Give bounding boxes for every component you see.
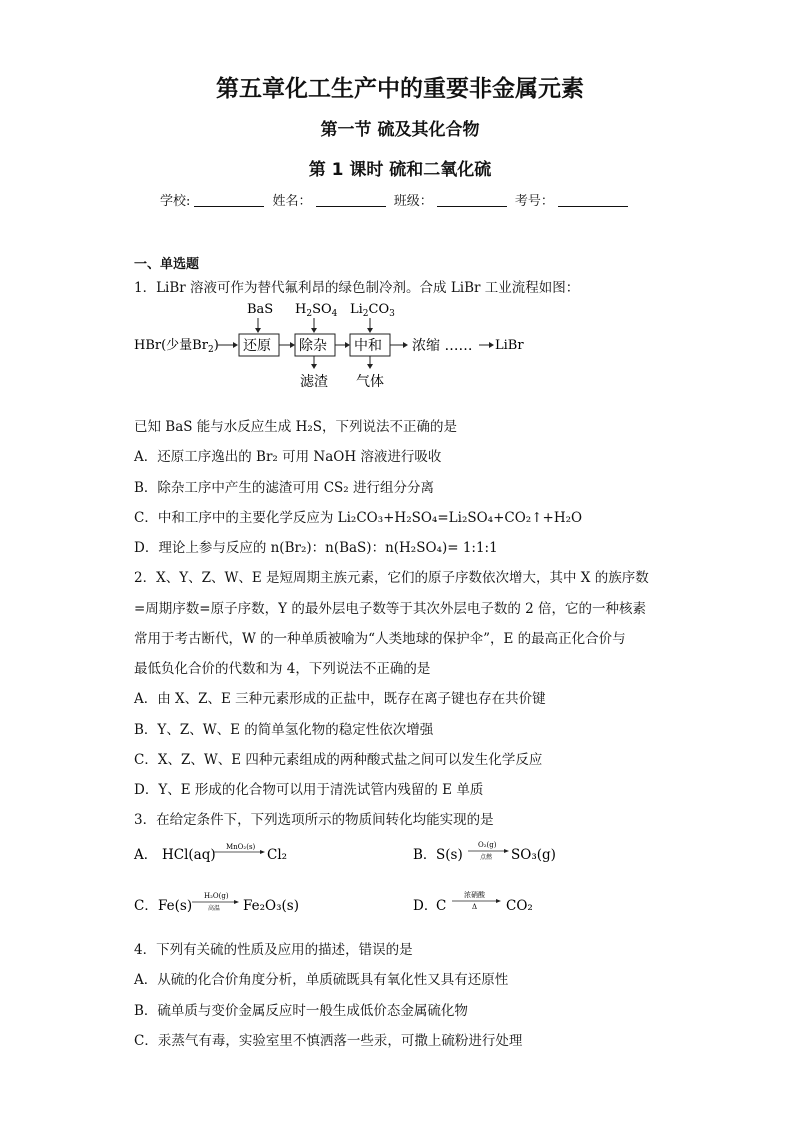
chapter-title: 第五章化工生产中的重要非金属元素 <box>216 76 584 102</box>
q2-stem-line-1: 2．X、Y、Z、W、E 是短周期主族元素，它们的原子序数依次增大，其中 X 的族序数 <box>134 570 649 586</box>
q3-option-b-label: B． <box>413 847 437 863</box>
q3-option-a-arrowhead <box>260 850 265 854</box>
q1-option-b: B．除杂工序中产生的滤渣可用 CS₂ 进行组分分离 <box>134 480 434 496</box>
flow-box-purify-label: 除杂 <box>299 338 327 354</box>
q3-option-d-arrowhead <box>496 899 501 903</box>
q2-stem-line-3: 常用于考古断代，W 的一种单质被喻为“人类地球的保护伞”，E 的最高正化合价与 <box>134 631 626 647</box>
q1-stem: 1．LiBr 溶液可作为替代氟利昂的绿色制冷剂。合成 LiBr 工业流程如图： <box>134 280 580 296</box>
flow-reagent-h2so4: $H_2SO_4$ <box>295 302 338 319</box>
q3-option-b-reactant: S(s) <box>436 847 463 863</box>
q2-option-a: A．由 X、Z、E 三种元素形成的正盐中，既存在离子键也存在共价键 <box>134 691 546 707</box>
flow-arrowhead-5 <box>489 342 494 348</box>
q2-option-b: B．Y、Z、W、E 的简单氢化物的稳定性依次增强 <box>134 722 434 738</box>
q4-stem: 4．下列有关硫的性质及应用的描述，错误的是 <box>134 942 413 958</box>
q4-option-c: C．汞蒸气有毒，实验室里不慎洒落一些汞，可撒上硫粉进行处理 <box>134 1033 523 1049</box>
flow-product: LiBr <box>495 338 524 353</box>
flow-out-gas: 气体 <box>356 374 384 390</box>
student-info-line <box>160 190 632 209</box>
q3-option-a-condition: MnO₂(s) <box>226 843 256 851</box>
school-label: 学校: <box>160 194 191 209</box>
exam-number-label: 考号： <box>514 194 554 209</box>
flow-box-neutralize-label: 中和 <box>354 338 382 354</box>
q3-option-c-condition-bottom: 高温 <box>208 905 221 912</box>
flow-arrowhead-down-3 <box>367 328 373 333</box>
q3-option-c-arrowhead <box>234 900 239 904</box>
q3-option-d-condition-bottom: Δ <box>472 903 478 911</box>
q3-option-d-product: CO₂ <box>506 898 533 914</box>
q3-option-a-label: A． <box>134 847 158 863</box>
q3-option-d-reactant: C <box>436 898 447 914</box>
flow-arrowhead-out-2 <box>367 364 373 369</box>
q4-option-a: A．从硫的化合价角度分析，单质硫既具有氧化性又具有还原性 <box>134 972 509 988</box>
flow-reagent-li2co3: $Li_2CO_3$ <box>350 302 395 319</box>
q1-note: 已知 BaS 能与水反应生成 H₂S，下列说法不正确的是 <box>134 419 458 435</box>
flow-reagent-bas: BaS <box>247 302 274 317</box>
q2-option-d: D．Y、E 形成的化合物可以用于清洗试管内残留的 E 单质 <box>134 782 484 798</box>
q3-option-d-label: D． <box>413 898 438 914</box>
q4-option-b: B．硫单质与变价金属反应时一般生成低价态金属硫化物 <box>134 1003 468 1019</box>
q1-option-a: A．还原工序逸出的 Br₂ 可用 NaOH 溶液进行吸收 <box>134 449 442 465</box>
flow-arrowhead-3 <box>345 342 350 348</box>
lesson-title: 第 1 课时 硫和二氧化硫 <box>308 160 492 180</box>
section-heading: 一、单选题 <box>134 257 200 272</box>
flow-out-residue: 滤渣 <box>300 374 328 390</box>
q2-option-c: C．X、Z、W、E 四种元素组成的两种酸式盐之间可以发生化学反应 <box>134 752 543 768</box>
q3-option-a-reactant: HCl(aq) <box>162 847 216 863</box>
flow-concentrate: 浓缩 …… <box>412 338 473 354</box>
q1-option-c: C．中和工序中的主要化学反应为 Li₂CO₃+H₂SO₄=Li₂SO₄+CO₂↑+H₂O <box>134 510 583 526</box>
school-blank[interactable] <box>194 194 264 207</box>
flow-box-reduce-label: 还原 <box>243 338 271 354</box>
flow-arrowhead-down-2 <box>311 328 317 333</box>
q3-option-c-condition-top: H₂O(g) <box>204 892 229 900</box>
q2-stem-line-4: 最低负化合价的代数和为 4，下列说法不正确的是 <box>134 661 431 677</box>
section-title: 第一节 硫及其化合物 <box>320 120 480 140</box>
q3-option-b-condition-top: O₂(g) <box>478 841 497 849</box>
q3-option-c-product: Fe₂O₃(s) <box>243 898 299 914</box>
q3-option-b-condition-bottom: 点燃 <box>480 854 493 861</box>
flow-arrowhead-2 <box>290 342 295 348</box>
flow-arrowhead-out-1 <box>311 364 317 369</box>
q3-option-d-condition-top: 浓硝酸 <box>464 891 485 899</box>
q3-stem: 3．在给定条件下，下列选项所示的物质间转化均能实现的是 <box>134 812 494 828</box>
name-blank[interactable] <box>316 194 386 207</box>
class-label: 班级： <box>393 194 433 209</box>
flow-arrowhead-1 <box>233 342 238 348</box>
flow-input: HBr(少量$Br_2$) <box>134 338 219 355</box>
q3-option-c-reactant: Fe(s) <box>158 898 193 914</box>
q3-options-diagram <box>130 832 610 922</box>
flow-arrowhead-4 <box>403 342 408 348</box>
class-blank[interactable] <box>437 194 507 207</box>
q1-flow-diagram <box>130 296 550 396</box>
name-label: 姓名： <box>272 194 312 209</box>
q3-option-c-label: C． <box>134 898 158 914</box>
q3-option-b-arrowhead <box>504 849 509 853</box>
q3-option-a-product: Cl₂ <box>267 847 288 863</box>
q1-option-d: D．理论上参与反应的 n(Br₂)：n(BaS)：n(H₂SO₄)= 1:1:1 <box>134 540 498 556</box>
q2-stem-line-2: =周期序数=原子序数，Y 的最外层电子数等于其次外层电子数的 2 倍，它的一种核素 <box>134 601 646 617</box>
flow-arrowhead-down-1 <box>255 328 261 333</box>
q3-option-b-product: SO₃(g) <box>511 847 556 863</box>
exam-number-blank[interactable] <box>558 194 628 207</box>
